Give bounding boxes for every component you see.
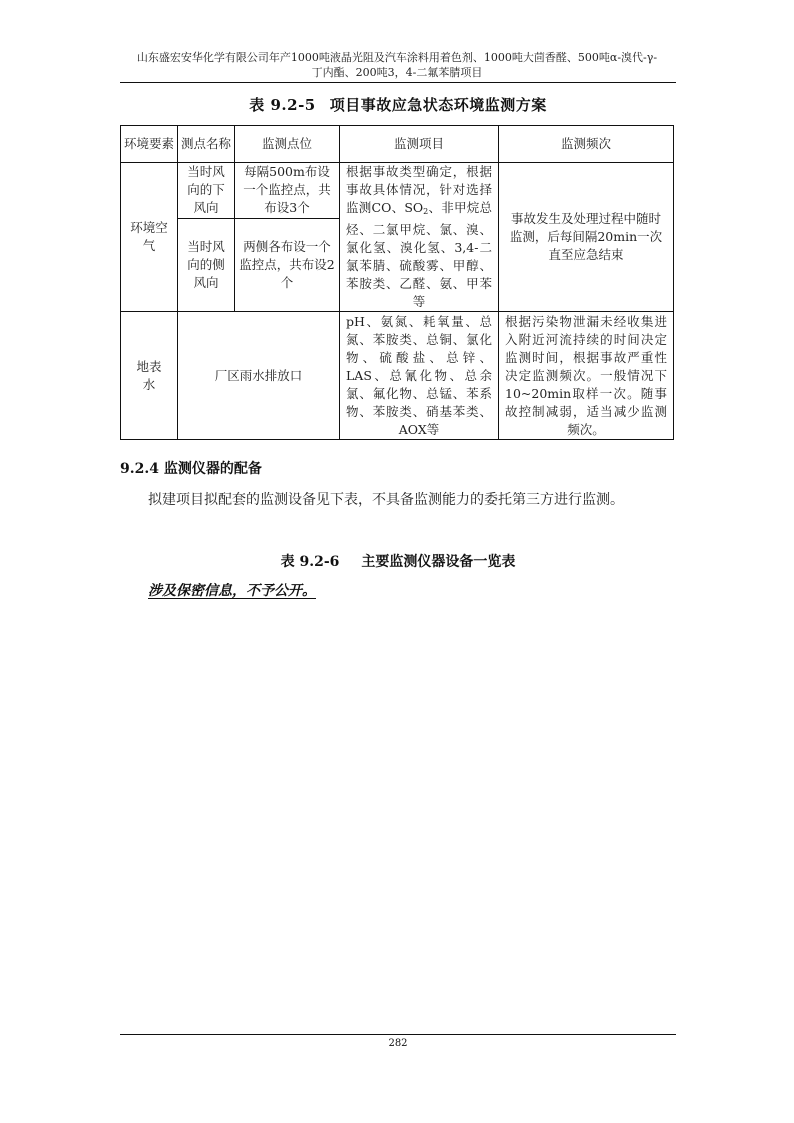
confidential-notice: 涉及保密信息，不予公开。 (148, 583, 316, 599)
table-row (121, 163, 674, 219)
col-header: 监测点位 (235, 126, 340, 163)
section-heading: 9.2.4 监测仪器的配备 (120, 461, 262, 477)
col-header: 监测项目 (340, 126, 499, 163)
location-cell: 每隔500m布设一个监控点，共布设3个 (235, 163, 340, 219)
table-header-row (121, 126, 674, 163)
col-header: 环境要素 (121, 126, 178, 163)
col-header: 监测频次 (499, 126, 674, 163)
table-caption (120, 94, 676, 115)
monitoring-plan-table (120, 125, 674, 440)
col-header: 测点名称 (178, 126, 235, 163)
frequency-cell: 事故发生及处理过程中随时监测，后每间隔20min一次直至应急结束 (499, 163, 674, 312)
body-paragraph: 拟建项目拟配套的监测设备见下表，不具备监测能力的委托第三方进行监测。 (148, 492, 624, 508)
point-name-cell: 当时风向的侧风向 (178, 218, 235, 311)
table2-number: 表 9.2-6 (280, 554, 340, 570)
location-cell: 厂区雨水排放口 (178, 312, 340, 440)
page-number: 282 (388, 1038, 408, 1049)
point-name-cell: 当时风向的下风向 (178, 163, 235, 219)
header-line-1: 山东盛宏安华化学有限公司年产1000吨液晶光阻及汽车涂料用着色剂、1000吨大茴香醛、500吨α-溴代-γ- (136, 51, 658, 64)
table2-caption (120, 551, 676, 571)
element-cell: 地表水 (121, 312, 178, 440)
table-title: 项目事故应急状态环境监测方案 (329, 96, 547, 114)
frequency-cell: 根据污染物泄漏未经收集进入附近河流持续的时间决定监测时间，根据事故严重性决定监测频次。一般情况下10~20min取样一次。随事故控制减弱，适当减少监测频次。 (499, 312, 674, 440)
header-line-2: 丁内酯、200吨3，4-二氟苯腈项目 (311, 66, 483, 79)
element-cell: 环境空气 (121, 163, 178, 312)
table-number: 表 9.2-5 (249, 96, 316, 114)
location-cell: 两侧各布设一个监控点，共布设2个 (235, 218, 340, 311)
table2-title: 主要监测仪器设备一览表 (361, 554, 516, 570)
items-cell: pH、氨氮、耗氧量、总氮、苯胺类、总铜、氯化物、硫酸盐、总锌、LAS、总氰化物、总余氯、氟化物、总锰、苯系物、苯胺类、硝基苯类、AOX等 (340, 312, 499, 440)
table-row (121, 312, 674, 440)
running-header (118, 50, 676, 80)
footer-divider (120, 1034, 676, 1035)
items-cell: 根据事故类型确定，根据事故具体情况，针对选择监测CO、$SO_2$、非甲烷总烃、二氯甲烷、氯、溴、氯化氢、溴化氢、3,4-二氯苯腈、硫酸雾、甲醇、苯胺类、乙醛、氨、甲苯等 (340, 163, 499, 312)
header-divider (120, 82, 676, 83)
